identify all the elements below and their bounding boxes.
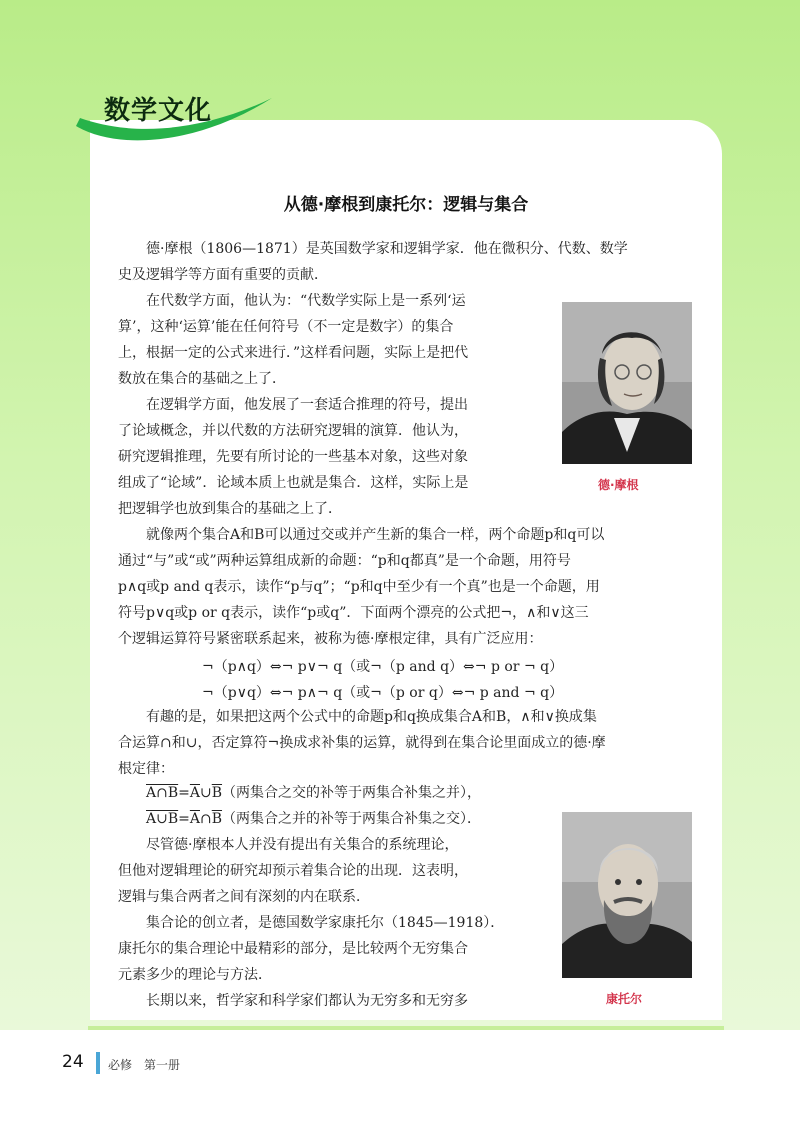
section-title: 数学文化 [104, 96, 213, 126]
text-line: p∧q或p and q表示，读作“p与q”；“p和q中至少有一个真”也是一个命题，用 [118, 579, 600, 595]
text-line: 在代数学方面，他认为：“代数学实际上是一系列‘运 [146, 293, 466, 309]
de-morgan-logic-formula: ¬（p∨q）⇔¬ p∧¬ q（或¬（p or q）⇔¬ p and ¬ q） [202, 685, 564, 701]
text-line: 上，根据一定的公式来进行．”这样看问题，实际上是把代 [118, 345, 469, 361]
formula-note: （两集合之交的补等于两集合补集之并）， [222, 785, 482, 801]
de-morgan-set-formula [146, 782, 481, 802]
text-line: 逻辑与集合两者之间有深刻的内在联系． [118, 889, 370, 905]
text-line: 德·摩根（1806—1871）是英国数学家和逻辑学家．他在微积分、代数、数学 [146, 241, 628, 257]
text-line: 把逻辑学也放到集合的基础之上了． [118, 501, 342, 517]
footer-accent-bar [96, 1052, 100, 1074]
text-line: 个逻辑运算符号紧密联系起来，被称为德·摩根定律，具有广泛应用： [118, 631, 543, 647]
photo-caption: 德·摩根 [598, 478, 639, 492]
formula-complement-a: $\overline{A}$ [189, 811, 200, 827]
text-line: 算’，这种‘运算’能在任何符号（不一定是数字）的集合 [118, 319, 454, 335]
text-line: 符号p∨q或p or q表示，读作“p或q”．下面两个漂亮的公式把¬，∧和∨这三 [118, 605, 589, 621]
page-number: 24 [62, 1052, 84, 1072]
text-line: 组成了“论域”．论域本质上也就是集合．这样，实际上是 [118, 475, 469, 491]
cantor-portrait [562, 812, 692, 978]
formula-complement-a: $\overline{A}$ [189, 785, 200, 801]
text-line: 尽管德·摩根本人并没有提出有关集合的系统理论， [146, 837, 459, 853]
bottom-divider [88, 1026, 724, 1030]
formula-lhs: A∪B [146, 811, 179, 827]
text-line: 集合论的创立者，是德国数学家康托尔（1845—1918）． [146, 915, 505, 931]
photo-caption: 康托尔 [606, 992, 643, 1006]
text-line: 在逻辑学方面，他发展了一套适合推理的符号，提出 [146, 397, 468, 413]
text-line: 数放在集合的基础之上了． [118, 371, 286, 387]
formula-operator: ∪ [200, 785, 212, 801]
text-line: 通过“与”或“或”两种运算组成新的命题：“p和q都真”是一个命题，用符号 [118, 553, 571, 569]
formula-complement-b: $\overline{B}$ [211, 811, 223, 827]
text-line: 但他对逻辑理论的研究却预示着集合论的出现．这表明， [118, 863, 468, 879]
text-line: 康托尔的集合理论中最精彩的部分，是比较两个无穷集合 [118, 941, 468, 957]
formula-equals: = [178, 811, 190, 827]
de-morgan-logic-formula: ¬（p∧q）⇔¬ p∨¬ q（或¬（p and q）⇔¬ p or ¬ q） [202, 659, 564, 675]
text-line: 合运算∩和∪，否定算符¬换成求补集的运算，就得到在集合论里面成立的德·摩 [118, 735, 606, 751]
formula-complement-b: $\overline{B}$ [211, 785, 223, 801]
formula-equals: = [178, 785, 190, 801]
formula-note: （两集合之并的补等于两集合补集之交）． [222, 811, 482, 827]
text-line: 史及逻辑学等方面有重要的贡献． [118, 267, 328, 283]
de-morgan-set-formula [146, 808, 481, 828]
text-line: 元素多少的理论与方法． [118, 967, 272, 983]
text-line: 根定律： [118, 761, 174, 777]
text-line: 有趣的是，如果把这两个公式中的命题p和q换成集合A和B，∧和∨换成集 [146, 709, 597, 725]
article-title: 从德·摩根到康托尔：逻辑与集合 [283, 195, 529, 215]
text-line: 就像两个集合A和B可以通过交或并产生新的集合一样，两个命题p和q可以 [146, 527, 605, 543]
text-line: 研究逻辑推理，先要有所讨论的一些基本对象，这些对象 [118, 449, 468, 465]
text-line: 长期以来，哲学家和科学家们都认为无穷多和无穷多 [146, 993, 468, 1009]
de-morgan-portrait [562, 302, 692, 464]
text-line: 了论域概念，并以代数的方法研究逻辑的演算．他认为， [118, 423, 468, 439]
book-label: 必修 第一册 [108, 1058, 181, 1072]
formula-lhs: A∩B [146, 785, 179, 801]
formula-operator: ∩ [200, 811, 212, 827]
